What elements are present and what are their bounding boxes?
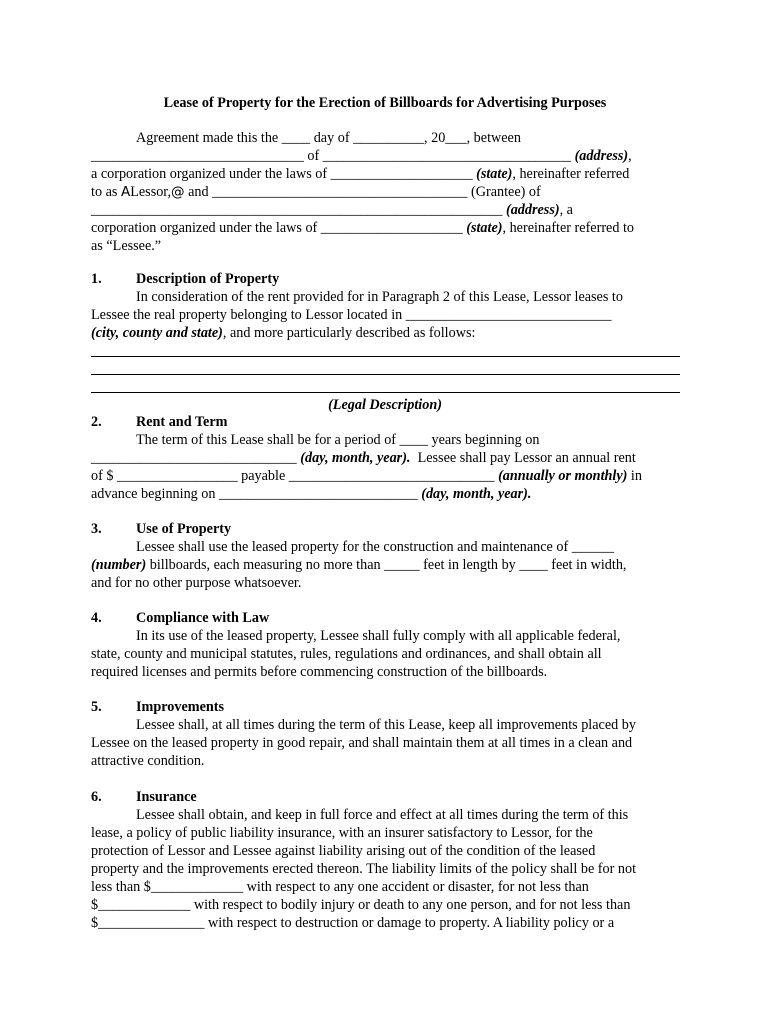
section-title: Description of Property	[136, 271, 280, 287]
section-2-line-3	[91, 467, 642, 485]
intro-line-3-tail: , hereinafter referred	[512, 166, 630, 182]
section-6-line-1: Lessee shall obtain, and keep in full force and effect at all times during the term of this	[136, 807, 629, 823]
intro-line-5	[91, 201, 573, 219]
section-4-line-3: required licenses and permits before commencing construction of the billboards.	[91, 664, 548, 680]
section-number: 4.	[91, 610, 102, 626]
legal-description-label: (Legal Description)	[328, 397, 442, 413]
section-5-line-1: Lessee shall, at all times during the term of this Lease, keep all improvements placed by	[136, 717, 636, 733]
section-6-line-5: less than $_____________ with respect to any one accident or disaster, for not less than	[91, 879, 589, 895]
intro-line-2-text: ______________________________ of ___________________________________	[91, 148, 575, 164]
section-4-line-2: state, county and municipal statutes, rules, regulations and ordinances, and shall obtain all	[91, 646, 602, 662]
section-2-line-4	[91, 485, 531, 503]
address-label-2: (address)	[505, 202, 560, 218]
section-1-line-3-tail: , and more particularly described as follows:	[222, 325, 476, 341]
section-2-line-2-tail: Lessee shall pay Lessor an annual rent	[410, 450, 636, 466]
section-5-line-2: Lessee on the leased property in good repair, and shall maintain them at all times in a clean and	[91, 735, 633, 751]
intro-line-7: as “Lessee.”	[91, 238, 162, 254]
frequency-label: (annually or monthly)	[498, 468, 628, 484]
section-number: 2.	[91, 414, 102, 430]
section-6-line-3: protection of Lessor and Lessee against liability arising out of the condition of the leased	[91, 843, 596, 859]
section-2-line-2-text: _____________________________	[91, 450, 301, 466]
document-title: Lease of Property for the Erection of Billboards for Advertising Purposes	[163, 95, 607, 111]
legal-description-blank-2	[91, 374, 680, 375]
legal-description-blank-1	[91, 356, 680, 357]
intro-line-5-text: __________________________________________________________	[91, 202, 506, 218]
intro-line-6	[91, 219, 634, 237]
state-label: (state)	[476, 166, 513, 182]
section-2-line-2	[91, 449, 636, 467]
intro-line-2	[91, 147, 632, 165]
city-county-state-label: (city, county and state)	[91, 325, 223, 341]
number-label: (number)	[91, 557, 147, 573]
open-quote-glyph: A	[120, 184, 131, 200]
section-6-heading	[91, 788, 197, 806]
intro-line-3	[91, 165, 629, 183]
section-title: Insurance	[136, 789, 197, 805]
intro-line-3-text: a corporation organized under the laws of ____________________	[91, 166, 477, 182]
section-3-heading	[91, 520, 231, 538]
section-1-line-1: In consideration of the rent provided for in Paragraph 2 of this Lease, Lessor leases to	[136, 289, 623, 305]
date-label: (day, month, year).	[300, 450, 411, 466]
intro-line-4-tail: and ____________________________________ (Grantee) of	[184, 184, 541, 200]
section-3-line-1: Lessee shall use the leased property for the construction and maintenance of ______	[136, 539, 615, 555]
section-title: Rent and Term	[136, 414, 228, 430]
intro-line-5-tail: , a	[559, 202, 573, 218]
section-5-heading	[91, 698, 224, 716]
section-1-line-3	[91, 324, 475, 342]
section-2-line-3-tail: in	[627, 468, 642, 484]
section-1-heading	[91, 270, 279, 288]
date-label-2: (day, month, year).	[421, 486, 532, 502]
intro-line-6-text: corporation organized under the laws of ____________________	[91, 220, 467, 236]
section-title: Use of Property	[136, 521, 232, 537]
legal-description-blank-3	[91, 392, 680, 393]
lessor-term: Lessor,	[130, 184, 172, 200]
address-label: (address)	[574, 148, 629, 164]
section-3-line-2	[91, 556, 626, 574]
close-quote-glyph: @	[171, 184, 185, 200]
section-2-line-1: The term of this Lease shall be for a period of ____ years beginning on	[136, 432, 540, 448]
section-number: 3.	[91, 521, 102, 537]
section-6-line-4: property and the improvements erected thereon. The liability limits of the policy shall be for not	[91, 861, 637, 877]
section-6-line-6: $_____________ with respect to bodily injury or death to any one person, and for not less than	[91, 897, 631, 913]
section-6-line-7: $_______________ with respect to destruction or damage to property. A liability policy or a	[91, 915, 615, 931]
intro-line-4	[91, 183, 541, 201]
section-title: Improvements	[136, 699, 225, 715]
section-3-line-3: and for no other purpose whatsoever.	[91, 575, 302, 591]
section-1-line-2: Lessee the real property belonging to Lessor located in _____________________________	[91, 307, 612, 323]
section-3-line-2-tail: billboards, each measuring no more than _____ feet in length by ____ feet in width,	[146, 557, 627, 573]
intro-line-6-tail: , hereinafter referred to	[502, 220, 635, 236]
section-number: 5.	[91, 699, 102, 715]
state-label-2: (state)	[466, 220, 503, 236]
section-number: 1.	[91, 271, 102, 287]
section-2-line-4-text: advance beginning on ____________________________	[91, 486, 422, 502]
section-4-line-1: In its use of the leased property, Lessee shall fully comply with all applicable federal,	[136, 628, 621, 644]
section-title: Compliance with Law	[136, 610, 270, 626]
section-2-heading	[91, 413, 227, 431]
section-6-line-2: lease, a policy of public liability insurance, with an insurer satisfactory to Lessor, for the	[91, 825, 593, 841]
intro-line-1: Agreement made this the ____ day of __________, 20___, between	[136, 130, 521, 146]
section-5-line-3: attractive condition.	[91, 753, 205, 769]
section-number: 6.	[91, 789, 102, 805]
section-2-line-3-text: of $ _________________ payable _____________________________	[91, 468, 499, 484]
section-4-heading	[91, 609, 269, 627]
intro-line-4-text: to as	[91, 184, 121, 200]
intro-line-2-punct: ,	[628, 148, 632, 164]
